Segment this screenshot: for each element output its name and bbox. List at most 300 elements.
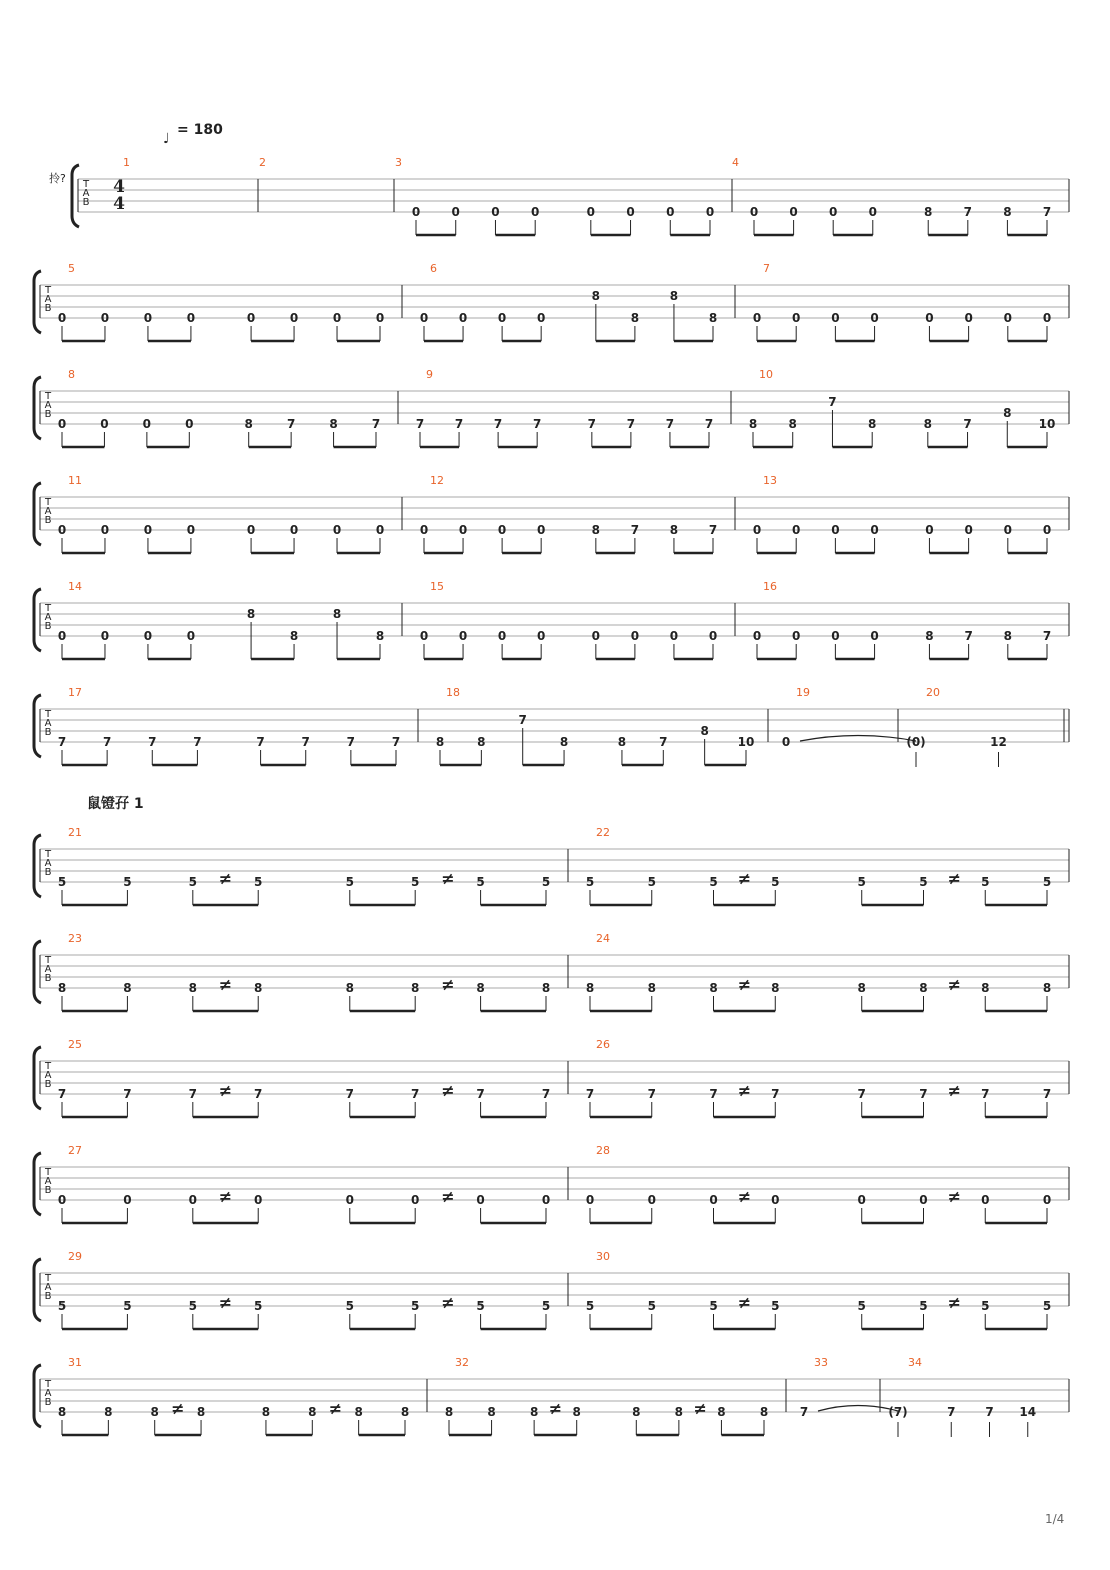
tab-clef-letter: B: [44, 1079, 52, 1090]
sixteenth-rest-icon: ≠: [171, 1399, 185, 1418]
fret-number: 0: [57, 311, 67, 325]
fret-number: 0: [186, 629, 196, 643]
tab-clef-letter: B: [44, 867, 52, 878]
time-signature-bottom: 4: [113, 194, 125, 214]
measure-number: 33: [814, 1356, 828, 1369]
tab-clef-letter: B: [82, 197, 90, 208]
fret-number: 0: [497, 311, 507, 325]
staff-system: [34, 826, 1069, 905]
tab-clef-letter: A: [44, 612, 52, 623]
measure-number: 18: [446, 686, 460, 699]
fret-number: 7: [493, 417, 503, 431]
fret-number: 0: [647, 1193, 656, 1207]
fret-number: 8: [868, 417, 877, 431]
fret-number: 8: [476, 981, 485, 995]
staff-system: [34, 1356, 1069, 1437]
fret-number: 7: [1042, 629, 1052, 643]
fret-number: 0: [752, 523, 762, 537]
fret-number: 7: [148, 735, 157, 749]
fret-number: 7: [626, 417, 636, 431]
fret-number: 0: [57, 1193, 67, 1207]
tab-clef-letter: T: [44, 955, 52, 966]
quarter-note-icon: ♩: [163, 131, 170, 147]
fret-number: 0: [289, 311, 299, 325]
sixteenth-rest-icon: ≠: [218, 1293, 233, 1312]
fret-number: 0: [246, 523, 256, 537]
fret-number: 14: [1019, 1405, 1037, 1419]
fret-number: 8: [771, 981, 780, 995]
fret-number: 0: [531, 205, 540, 219]
tab-clef-letter: B: [44, 409, 52, 420]
fret-number: 0: [964, 523, 973, 537]
fret-number: 8: [674, 1405, 684, 1419]
fret-number: 0: [868, 205, 877, 219]
fret-number: 5: [254, 875, 263, 889]
tab-clef-letter: T: [82, 179, 90, 190]
fret-number: 8: [1003, 406, 1012, 420]
fret-number: 8: [924, 205, 933, 219]
fret-number: 8: [411, 981, 420, 995]
fret-number: 7: [301, 735, 310, 749]
fret-number: 8: [329, 417, 338, 431]
fret-number: 0: [1042, 523, 1052, 537]
fret-number: 7: [346, 735, 356, 749]
sixteenth-rest-icon: ≠: [737, 869, 752, 888]
tab-clef-letter: A: [44, 718, 52, 729]
fret-number: 5: [709, 1299, 718, 1313]
fret-number: 0: [536, 523, 546, 537]
page-number: 1/4: [1045, 1512, 1065, 1526]
fret-number: 5: [476, 1299, 485, 1313]
fret-number: 7: [57, 1087, 67, 1101]
measure-number: 11: [68, 474, 82, 487]
fret-number: 0: [831, 311, 840, 325]
fret-number: 8: [57, 1405, 67, 1419]
fret-number: 7: [188, 1087, 197, 1101]
fret-number: 7: [345, 1087, 354, 1101]
staff-system: [34, 1038, 1069, 1117]
measure-number: 24: [596, 932, 610, 945]
fret-number: 0: [870, 523, 879, 537]
tab-clef-letter: T: [44, 1379, 52, 1390]
fret-number: 5: [919, 875, 928, 889]
staff-system: [34, 474, 1069, 553]
fret-number: 5: [647, 875, 656, 889]
fret-number: 8: [617, 735, 627, 749]
fret-number: 8: [332, 607, 342, 621]
section-label: 鼠镫孖 1: [87, 796, 144, 812]
fret-number: 5: [345, 875, 354, 889]
tab-clef-letter: T: [44, 849, 52, 860]
fret-number: 5: [771, 1299, 780, 1313]
fret-number: 7: [665, 417, 675, 431]
fret-number: 0: [1042, 311, 1052, 325]
fret-number: 7: [799, 1405, 809, 1419]
measure-number: 19: [796, 686, 810, 699]
tab-clef-letter: T: [44, 1273, 52, 1284]
fret-number: 5: [254, 1299, 263, 1313]
fret-number: 12: [990, 735, 1007, 749]
fret-number: 8: [57, 981, 67, 995]
fret-number: 7: [647, 1087, 656, 1101]
fret-number: 0: [57, 629, 67, 643]
fret-number: 0: [57, 523, 67, 537]
measure-number: 17: [68, 686, 82, 699]
fret-number: 5: [57, 1299, 67, 1313]
sixteenth-rest-icon: ≠: [218, 1187, 233, 1206]
fret-number: 0: [870, 629, 879, 643]
fret-number: 7: [391, 735, 401, 749]
fret-number: 8: [444, 1405, 454, 1419]
fret-number: 0: [591, 629, 601, 643]
tab-clef-letter: B: [44, 727, 52, 738]
fret-number: 5: [857, 1299, 866, 1313]
fret-number: 5: [541, 875, 551, 889]
fret-number: 0: [789, 205, 798, 219]
measure-number: 30: [596, 1250, 610, 1263]
fret-number: 0: [100, 417, 109, 431]
fret-number: 0: [586, 205, 595, 219]
fret-number: 0: [419, 311, 429, 325]
fret-number: 7: [411, 1087, 420, 1101]
fret-number: 7: [57, 735, 67, 749]
measure-number: 1: [123, 156, 130, 169]
fret-number: 8: [308, 1405, 317, 1419]
measure-number: 20: [926, 686, 940, 699]
fret-number: 0: [345, 1193, 354, 1207]
fret-number: 0: [458, 629, 468, 643]
fret-number: 0: [143, 311, 153, 325]
fret-number: 0: [186, 311, 196, 325]
fret-number: 0: [626, 205, 635, 219]
tab-clef-letter: T: [44, 285, 52, 296]
fret-number: 0: [585, 1193, 595, 1207]
tab-clef-letter: B: [44, 1397, 52, 1408]
fret-number: 7: [587, 417, 597, 431]
fret-number: 5: [771, 875, 780, 889]
fret-number: 0: [289, 523, 299, 537]
tempo-marking: [163, 122, 223, 147]
fret-number: 0: [143, 629, 153, 643]
fret-number: 0: [981, 1193, 990, 1207]
measure-number: 2: [259, 156, 266, 169]
staff-system: [34, 368, 1069, 447]
fret-number: 8: [559, 735, 569, 749]
sixteenth-rest-icon: ≠: [441, 1293, 455, 1312]
time-signature-top: 4: [113, 177, 125, 197]
measure-number: 8: [68, 368, 75, 381]
fret-number: 8: [345, 981, 354, 995]
fret-number: 5: [57, 875, 67, 889]
tab-clef-letter: B: [44, 1185, 52, 1196]
fret-number: 0: [857, 1193, 866, 1207]
fret-number: 8: [1003, 629, 1012, 643]
fret-number: 7: [123, 1087, 132, 1101]
fret-number: 7: [585, 1087, 595, 1101]
sixteenth-rest-icon: ≠: [947, 869, 962, 888]
fret-number: 8: [188, 981, 197, 995]
fret-number: 8: [354, 1405, 363, 1419]
fret-number: 8: [591, 523, 601, 537]
sixteenth-rest-icon: ≠: [441, 1187, 455, 1206]
fret-number: 5: [411, 875, 420, 889]
fret-number: 7: [518, 713, 527, 727]
sixteenth-rest-icon: ≠: [441, 869, 455, 888]
tab-clef-letter: B: [44, 621, 52, 632]
fret-number: 5: [981, 875, 990, 889]
fret-number: 8: [123, 981, 132, 995]
fret-number: 7: [476, 1087, 485, 1101]
sixteenth-rest-icon: ≠: [737, 975, 752, 994]
measure-number: 3: [395, 156, 402, 169]
fret-number: 0: [1003, 311, 1012, 325]
fret-number: 8: [700, 724, 709, 738]
fret-number: 0: [925, 523, 934, 537]
staff-system: [34, 580, 1069, 659]
fret-number: 0: [870, 311, 879, 325]
fret-number: 0: [705, 205, 715, 219]
fret-number: 5: [647, 1299, 656, 1313]
measure-number: 15: [430, 580, 444, 593]
sixteenth-rest-icon: ≠: [737, 1081, 752, 1100]
fret-number: 7: [659, 735, 668, 749]
fret-number: 0: [419, 629, 429, 643]
measure-number: 22: [596, 826, 610, 839]
fret-number: 0: [541, 1193, 551, 1207]
fret-number: 8: [400, 1405, 410, 1419]
fret-number: 0: [419, 523, 429, 537]
tab-clef-letter: B: [44, 303, 52, 314]
fret-number: 7: [541, 1087, 551, 1101]
fret-number: 5: [1042, 1299, 1052, 1313]
fret-number: 5: [585, 875, 595, 889]
fret-number: 8: [254, 981, 263, 995]
fret-number: 5: [919, 1299, 928, 1313]
fret-number: 8: [261, 1405, 271, 1419]
fret-number: 0: [57, 417, 67, 431]
fret-number: 7: [254, 1087, 263, 1101]
sixteenth-rest-icon: ≠: [218, 1081, 233, 1100]
measure-number: 13: [763, 474, 777, 487]
staff-system: [34, 1144, 1069, 1223]
fret-number: 0: [792, 629, 801, 643]
fret-number: 0: [831, 523, 840, 537]
measure-number: 32: [455, 1356, 469, 1369]
fret-number: 8: [150, 1405, 159, 1419]
fret-number: 0: [100, 311, 110, 325]
tab-clef-letter: B: [44, 973, 52, 984]
tab-clef-letter: A: [44, 294, 52, 305]
fret-number: 5: [188, 875, 197, 889]
tie-arc: [800, 736, 916, 742]
fret-number: 8: [669, 523, 679, 537]
fret-number: 8: [708, 311, 718, 325]
fret-number: 5: [857, 875, 866, 889]
tab-clef-letter: A: [44, 1388, 52, 1399]
fret-number: 0: [185, 417, 194, 431]
sixteenth-rest-icon: ≠: [441, 975, 455, 994]
fret-number: 0: [375, 523, 385, 537]
fret-number: 8: [1042, 981, 1052, 995]
fret-number: (7): [888, 1405, 908, 1419]
fret-number: 7: [709, 1087, 718, 1101]
fret-number: 7: [985, 1405, 994, 1419]
fret-number: 8: [529, 1405, 539, 1419]
fret-number: 7: [963, 417, 972, 431]
fret-number: (0): [906, 735, 926, 749]
measure-number: 31: [68, 1356, 82, 1369]
fret-number: 0: [497, 523, 507, 537]
fret-number: 0: [781, 735, 791, 749]
fret-number: 8: [591, 289, 601, 303]
fret-number: 8: [477, 735, 486, 749]
fret-number: 8: [246, 607, 256, 621]
tab-clef-letter: A: [44, 400, 52, 411]
fret-number: 7: [532, 417, 542, 431]
fret-number: 0: [246, 311, 256, 325]
fret-number: 7: [454, 417, 464, 431]
tab-clef-letter: T: [44, 1061, 52, 1072]
fret-number: 0: [536, 629, 546, 643]
fret-number: 8: [925, 629, 934, 643]
tab-clef-letter: T: [44, 1167, 52, 1178]
fret-number: 5: [476, 875, 485, 889]
tab-clef-letter: A: [82, 188, 90, 199]
fret-number: 0: [451, 205, 460, 219]
tab-clef-letter: B: [44, 1291, 52, 1302]
fret-number: 8: [244, 417, 253, 431]
fret-number: 7: [415, 417, 425, 431]
tab-clef-letter: A: [44, 506, 52, 517]
fret-number: 0: [491, 205, 500, 219]
fret-number: 7: [857, 1087, 866, 1101]
tab-clef-letter: T: [44, 497, 52, 508]
fret-number: 0: [792, 523, 801, 537]
fret-number: 0: [829, 205, 838, 219]
fret-number: 0: [100, 523, 110, 537]
fret-number: 7: [964, 629, 973, 643]
fret-number: 10: [737, 735, 755, 749]
sixteenth-rest-icon: ≠: [218, 975, 233, 994]
tab-clef-letter: T: [44, 603, 52, 614]
fret-number: 0: [142, 417, 152, 431]
fret-number: 7: [947, 1405, 956, 1419]
fret-number: 0: [669, 629, 679, 643]
fret-number: 8: [375, 629, 385, 643]
fret-number: 0: [1042, 1193, 1052, 1207]
sixteenth-rest-icon: ≠: [737, 1293, 752, 1312]
measure-number: 6: [430, 262, 437, 275]
fret-number: 8: [541, 981, 551, 995]
tab-clef-letter: A: [44, 858, 52, 869]
fret-number: 0: [964, 311, 973, 325]
fret-number: 7: [286, 417, 296, 431]
fret-number: 8: [788, 417, 797, 431]
measure-number: 4: [732, 156, 739, 169]
staff-system: [72, 156, 1069, 235]
track-name: 拎?: [49, 172, 66, 185]
fret-number: 0: [925, 311, 934, 325]
fret-number: 8: [630, 311, 640, 325]
fret-number: 5: [981, 1299, 990, 1313]
fret-number: 8: [487, 1405, 496, 1419]
fret-number: 8: [104, 1405, 113, 1419]
tab-clef-letter: B: [44, 515, 52, 526]
fret-number: 0: [411, 205, 421, 219]
fret-number: 7: [828, 395, 837, 409]
fret-number: 5: [123, 1299, 132, 1313]
tab-clef-letter: T: [44, 709, 52, 720]
fret-number: 0: [143, 523, 153, 537]
fret-number: 0: [536, 311, 546, 325]
fret-number: 0: [411, 1193, 420, 1207]
fret-number: 0: [831, 629, 840, 643]
staff-system: [34, 1250, 1069, 1329]
tab-clef-letter: A: [44, 964, 52, 975]
measure-number: 34: [908, 1356, 922, 1369]
fret-number: 0: [919, 1193, 928, 1207]
fret-number: 0: [771, 1193, 780, 1207]
fret-number: 0: [188, 1193, 197, 1207]
measure-number: 9: [426, 368, 433, 381]
fret-number: 8: [709, 981, 718, 995]
fret-number: 7: [102, 735, 112, 749]
fret-number: 8: [289, 629, 299, 643]
fret-number: 10: [1038, 417, 1056, 431]
fret-number: 0: [100, 629, 110, 643]
fret-number: 8: [1003, 205, 1012, 219]
sixteenth-rest-icon: ≠: [947, 1081, 962, 1100]
fret-number: 7: [371, 417, 381, 431]
fret-number: 7: [919, 1087, 928, 1101]
measure-number: 14: [68, 580, 82, 593]
fret-number: 8: [981, 981, 990, 995]
sixteenth-rest-icon: ≠: [218, 869, 233, 888]
fret-number: 7: [704, 417, 714, 431]
fret-number: 0: [749, 205, 759, 219]
measure-number: 27: [68, 1144, 82, 1157]
measure-number: 25: [68, 1038, 82, 1051]
sixteenth-rest-icon: ≠: [328, 1399, 343, 1418]
fret-number: 7: [1042, 205, 1052, 219]
measure-number: 16: [763, 580, 777, 593]
sixteenth-rest-icon: ≠: [947, 1187, 962, 1206]
fret-number: 0: [752, 311, 762, 325]
sixteenth-rest-icon: ≠: [947, 1293, 962, 1312]
staff-system: [34, 262, 1069, 341]
tab-clef-letter: A: [44, 1176, 52, 1187]
fret-number: 7: [771, 1087, 780, 1101]
tie-arc: [818, 1406, 898, 1412]
fret-number: 8: [748, 417, 758, 431]
sixteenth-rest-icon: ≠: [548, 1399, 563, 1418]
fret-number: 8: [196, 1405, 206, 1419]
fret-number: 7: [630, 523, 640, 537]
fret-number: 7: [1042, 1087, 1052, 1101]
fret-number: 0: [708, 629, 718, 643]
fret-number: 0: [792, 311, 801, 325]
fret-number: 8: [647, 981, 656, 995]
fret-number: 0: [497, 629, 507, 643]
measure-number: 29: [68, 1250, 82, 1263]
fret-number: 0: [666, 205, 675, 219]
fret-number: 8: [923, 417, 932, 431]
fret-number: 8: [857, 981, 866, 995]
fret-number: 0: [332, 311, 342, 325]
tempo-value: = 180: [177, 122, 223, 138]
staff-system: [34, 686, 1069, 767]
tab-clef-letter: T: [44, 391, 52, 402]
